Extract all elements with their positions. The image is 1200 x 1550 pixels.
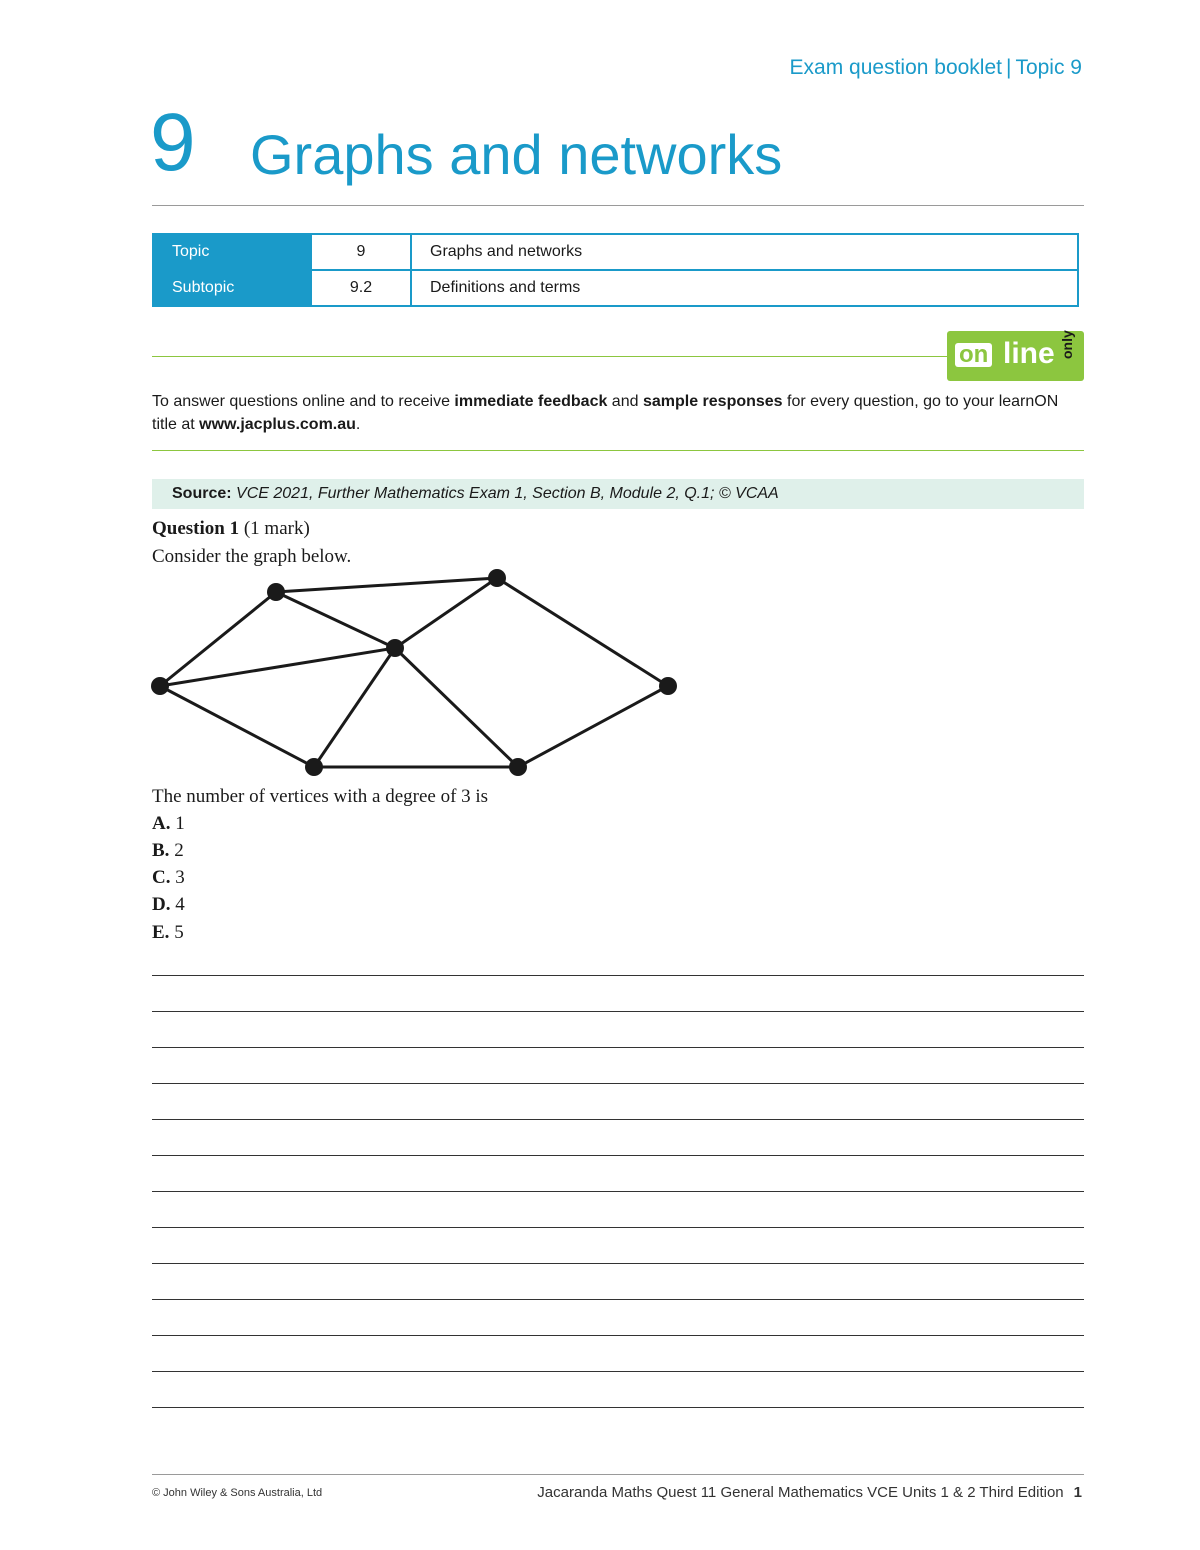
option-value: 2 <box>174 840 184 861</box>
option-letter: E. <box>152 922 170 943</box>
graph-vertex <box>305 758 323 776</box>
answer-line <box>152 1227 1084 1228</box>
option-a[interactable] <box>152 813 185 835</box>
graph-edge <box>497 578 668 686</box>
option-b[interactable] <box>152 840 184 862</box>
graph-edge <box>160 686 314 767</box>
question-number: Question 1 <box>152 518 240 539</box>
answer-line <box>152 1119 1084 1120</box>
header-separator: | <box>1005 56 1012 79</box>
graph-vertex <box>386 639 404 657</box>
graph-edges <box>160 578 668 767</box>
answer-line <box>152 1371 1084 1372</box>
graph-edge <box>314 648 395 767</box>
page-number: 1 <box>1073 1484 1082 1501</box>
intro-bold-feedback: immediate feedback <box>454 393 608 410</box>
topic-label-cell: Topic <box>153 234 311 270</box>
answer-line <box>152 1047 1084 1048</box>
topic-label: Topic 9 <box>1015 56 1082 79</box>
source-text: VCE 2021, Further Mathematics Exam 1, Section B, Module 2, Q.1; © VCAA <box>236 485 779 502</box>
option-e[interactable] <box>152 922 184 944</box>
intro-bold-responses: sample responses <box>642 393 783 410</box>
graph-edge <box>395 578 497 648</box>
question-stem: The number of vertices with a degree of 3 is <box>152 786 489 807</box>
intro-part: . <box>355 416 361 433</box>
chapter-title: Graphs and networks <box>250 123 783 186</box>
intro-part: To answer questions online and to receive <box>152 393 455 410</box>
question-prompt: Consider the graph below. <box>152 546 352 567</box>
subtopic-number-cell: 9.2 <box>311 270 411 306</box>
graph-edge <box>276 578 497 592</box>
answer-line <box>152 1191 1084 1192</box>
graph-edge <box>276 592 395 648</box>
option-letter: A. <box>152 813 171 834</box>
subtopic-name-cell: Definitions and terms <box>411 270 1078 306</box>
option-value: 1 <box>175 813 185 834</box>
chapter-number: 9 <box>150 97 196 188</box>
graph-edge <box>160 592 276 686</box>
option-value: 3 <box>175 867 185 888</box>
topic-number-cell: 9 <box>311 234 411 270</box>
jacplus-link[interactable]: www.jacplus.com.au <box>199 416 356 433</box>
option-d[interactable] <box>152 894 185 916</box>
graph-vertex <box>151 677 169 695</box>
badge-line: line <box>1003 337 1055 370</box>
option-letter: D. <box>152 894 171 915</box>
option-letter: C. <box>152 867 171 888</box>
option-letter: B. <box>152 840 170 861</box>
graph-edge <box>395 648 518 767</box>
graph-edge <box>160 648 395 686</box>
answer-line <box>152 1407 1084 1408</box>
graph-vertex <box>659 677 677 695</box>
graph-vertex <box>509 758 527 776</box>
badge-only: only <box>1059 330 1075 359</box>
option-value: 4 <box>175 894 185 915</box>
answer-line <box>152 975 1084 976</box>
topic-name-cell: Graphs and networks <box>411 234 1078 270</box>
intro-part: and <box>607 393 643 410</box>
book-title: Jacaranda Maths Quest 11 General Mathematics VCE Units 1 & 2 Third Edition <box>537 1484 1064 1501</box>
answer-line <box>152 1299 1084 1300</box>
question-marks: (1 mark) <box>243 518 310 539</box>
graph-vertices <box>151 569 677 776</box>
answer-line <box>152 1263 1084 1264</box>
graph-edge <box>518 686 668 767</box>
answer-line <box>152 1011 1084 1012</box>
answer-line <box>152 1155 1084 1156</box>
answer-line <box>152 1083 1084 1084</box>
option-value: 5 <box>174 922 184 943</box>
intro-part: for every question, go to your learnON title at <box>152 393 1059 433</box>
source-label: Source: <box>172 485 232 502</box>
subtopic-label-cell: Subtopic <box>153 270 311 306</box>
footer-book-info <box>537 1484 1082 1501</box>
copyright-text: © John Wiley & Sons Australia, Ltd <box>152 1487 323 1499</box>
badge-on: on <box>955 343 992 367</box>
answer-line <box>152 1335 1084 1336</box>
graph-vertex <box>488 569 506 587</box>
booklet-label: Exam question booklet <box>789 56 1002 79</box>
footer-divider <box>152 1474 1084 1475</box>
graph-vertex <box>267 583 285 601</box>
option-c[interactable] <box>152 867 185 889</box>
